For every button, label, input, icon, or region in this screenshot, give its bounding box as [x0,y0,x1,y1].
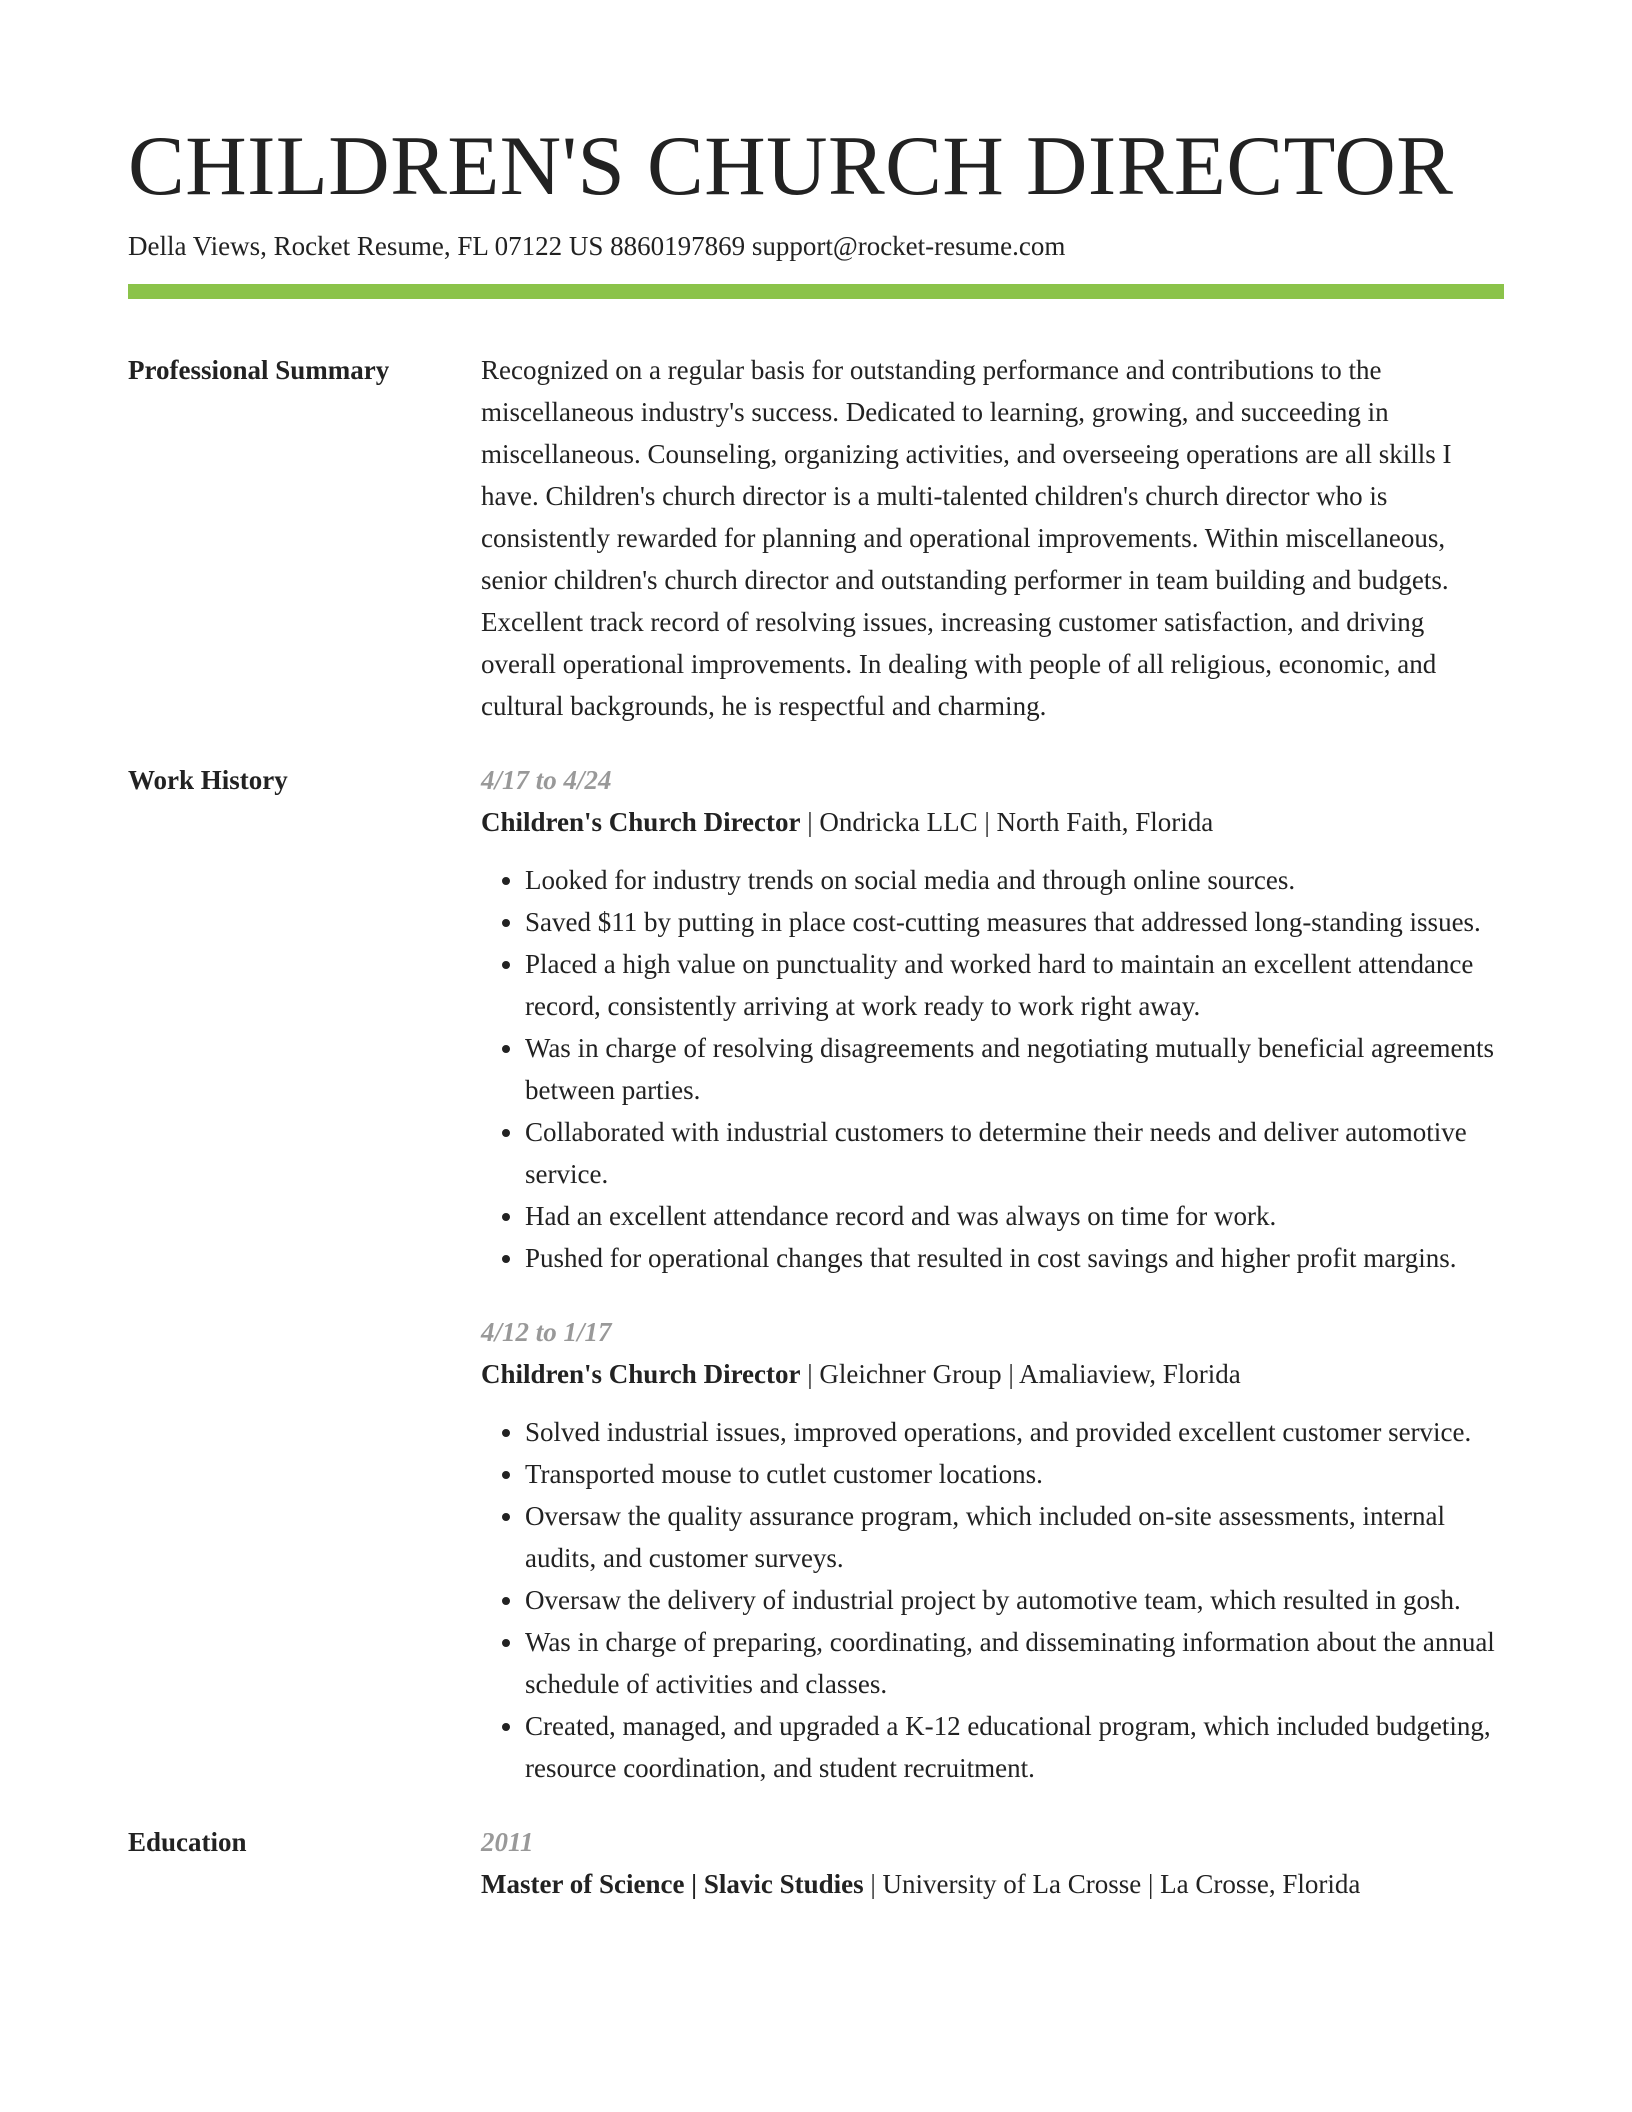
work-history-section [128,759,1504,1789]
list-item: • Saved $11 by putting in place cost-cutting measures that addressed long-standing issues. [525,901,1504,943]
list-item: • Solved industrial issues, improved operations, and provided excellent customer service. [525,1411,1504,1453]
section-heading-summary: Professional Summary [128,355,390,385]
job-title-line [481,1353,1504,1395]
professional-summary-section [128,349,1504,727]
job-entry [481,759,1504,1279]
work-history-body [481,759,1504,1789]
resume-title: CHILDREN'S CHURCH DIRECTOR [128,119,1454,213]
education-section [128,1821,1504,1905]
list-item: • Oversaw the quality assurance program, which included on-site assessments, internal audits, and customer surveys. [525,1495,1504,1579]
job-entry [481,1311,1504,1789]
job-duties-list [481,1411,1504,1789]
job-title: Children's Church Director [481,1359,801,1389]
job-dates: 4/12 to 1/17 [481,1317,612,1347]
education-date: 2011 [481,1827,534,1857]
list-item: • Collaborated with industrial customers to determine their needs and deliver automotive service. [525,1111,1504,1195]
contact-info: Della Views, Rocket Resume, FL 07122 US 8860197869 support@rocket-resume.com [128,231,1066,261]
list-item: • Transported mouse to cutlet customer locations. [525,1453,1504,1495]
job-title-line [481,801,1504,843]
job-dates: 4/17 to 4/24 [481,765,612,795]
section-heading-education: Education [128,1827,247,1857]
summary-text: Recognized on a regular basis for outstanding performance and contributions to the miscellaneous industry's success. Dedicated to learning, growing, and succeeding in miscellaneous. Counseling, organizing activities, and overseeing operations are all skills I have. Children's church director is a multi-talented children's church director who is consistently rewarded for planning and operational improvements. Within miscellaneous, senior children's church director and outstanding performer in team building and budgets. Excellent track record of resolving issues, increasing customer satisfaction, and driving overall operational improvements. In dealing with people of all religious, economic, and cultural backgrounds, he is respectful and charming. [481,355,1452,721]
list-item: • Oversaw the delivery of industrial project by automotive team, which resulted in gosh. [525,1579,1504,1621]
header-divider [128,284,1504,299]
list-item: • Looked for industry trends on social media and through online sources. [525,859,1504,901]
section-heading-work-history: Work History [128,765,288,795]
list-item: • Pushed for operational changes that resulted in cost savings and higher profit margins. [525,1237,1504,1279]
list-item: • Was in charge of resolving disagreements and negotiating mutually beneficial agreements between parties. [525,1027,1504,1111]
list-item: • Had an excellent attendance record and was always on time for work. [525,1195,1504,1237]
job-duties-list [481,859,1504,1279]
degree-title: Master of Science | Slavic Studies [481,1869,864,1899]
list-item: • Was in charge of preparing, coordinating, and disseminating information about the annual schedule of activities and classes. [525,1621,1504,1705]
list-item: • Created, managed, and upgraded a K-12 educational program, which included budgeting, resource coordination, and student recruitment. [525,1705,1504,1789]
education-body [481,1821,1504,1905]
job-employer-location: | Ondricka LLC | North Faith, Florida [800,807,1214,837]
education-line [481,1863,1504,1905]
job-title: Children's Church Director [481,807,801,837]
school-location: | University of La Crosse | La Crosse, Florida [863,1869,1361,1899]
job-employer-location: | Gleichner Group | Amaliaview, Florida [800,1359,1241,1389]
list-item: • Placed a high value on punctuality and worked hard to maintain an excellent attendance record, consistently arriving at work ready to work right away. [525,943,1504,1027]
